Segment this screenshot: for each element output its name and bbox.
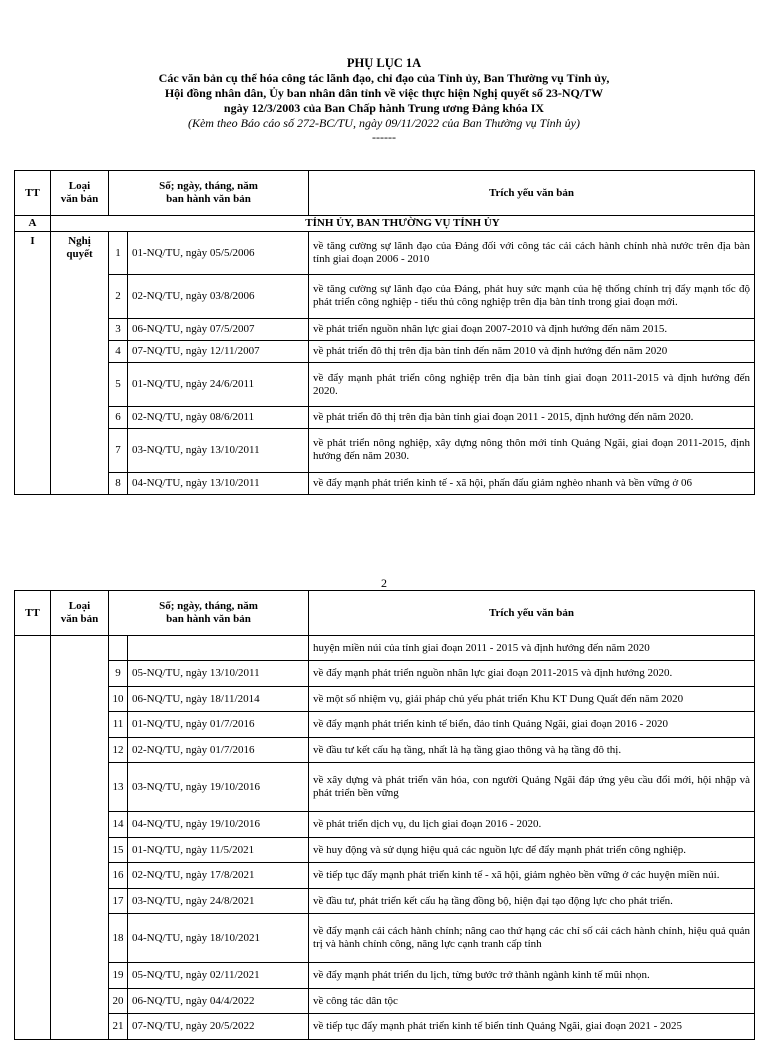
- document-summary: về đẩy mạnh phát triển kinh tế biển, đảo tỉnh Quảng Ngãi, giai đoạn 2016 - 2020: [309, 712, 755, 737]
- row-number: 4: [109, 341, 128, 363]
- table-row: [15, 341, 755, 363]
- document-summary: về phát triển đô thị trên địa bàn tỉnh giai đoạn 2011 - 2015, định hướng đến năm 2020.: [309, 406, 755, 428]
- header-so: Số; ngày, tháng, năm ban hành văn bản: [109, 171, 309, 216]
- row-number: 1: [109, 232, 128, 275]
- table-row: [15, 661, 755, 686]
- document-summary: về xây dựng và phát triển văn hóa, con người Quảng Ngãi đáp ứng yêu cầu đổi mới, hội nhập và phát triển bền vững: [309, 763, 755, 812]
- row-number: 10: [109, 686, 128, 711]
- document-summary: về tăng cường sự lãnh đạo của Đảng đối với công tác cải cách hành chính nhà nước trên địa bàn tỉnh giai đoạn 2006 - 2010: [309, 232, 755, 275]
- document-number-date: 03-NQ/TU, ngày 13/10/2011: [128, 429, 309, 472]
- document-header: [0, 56, 768, 144]
- document-number-date: 06-NQ/TU, ngày 07/5/2007: [128, 318, 309, 340]
- row-number: 9: [109, 661, 128, 686]
- row-number: 6: [109, 406, 128, 428]
- row-number: 20: [109, 988, 128, 1013]
- document-number-date: 01-NQ/TU, ngày 01/7/2016: [128, 712, 309, 737]
- document-summary: về một số nhiệm vụ, giải pháp chủ yếu phát triển Khu KT Dung Quất đến năm 2020: [309, 686, 755, 711]
- document-summary: về đẩy mạnh phát triển công nghiệp trên địa bàn tỉnh giai đoạn 2011-2015 và định hướng đến 2020.: [309, 363, 755, 406]
- row-number: 12: [109, 737, 128, 762]
- row-number: 2: [109, 275, 128, 318]
- row-number: 11: [109, 712, 128, 737]
- table-row: [15, 232, 755, 275]
- header-line: ngày 12/3/2003 của Ban Chấp hành Trung ương Đảng khóa IX: [223, 101, 545, 115]
- row-number: 14: [109, 812, 128, 837]
- document-number-date: 03-NQ/TU, ngày 19/10/2016: [128, 763, 309, 812]
- document-summary: về đẩy mạnh cải cách hành chính; nâng cao thứ hạng các chỉ số cải cách hành chính, hiệu quả quản trị và hành chính công, năng lực cạnh tranh cấp tỉnh: [309, 914, 755, 963]
- document-summary: về huy động và sử dụng hiệu quả các nguồn lực để đẩy mạnh phát triển công nghiệp.: [309, 837, 755, 862]
- header-trich-yeu: Trích yếu văn bản: [309, 591, 755, 636]
- table-row: [15, 837, 755, 862]
- document-table-page-1: [14, 170, 755, 495]
- document-summary: về công tác dân tộc: [309, 988, 755, 1013]
- table-row: [15, 1014, 755, 1040]
- table-row: [15, 686, 755, 711]
- page-number: 2: [381, 576, 387, 590]
- table-row: [15, 763, 755, 812]
- table-row: [15, 472, 755, 495]
- table-row: [15, 988, 755, 1013]
- table-row: [15, 963, 755, 988]
- document-number-date: 03-NQ/TU, ngày 24/8/2021: [128, 888, 309, 913]
- row-number: 17: [109, 888, 128, 913]
- document-number-date: 04-NQ/TU, ngày 19/10/2016: [128, 812, 309, 837]
- table-row: [15, 429, 755, 472]
- group-code: [15, 636, 51, 1040]
- document-summary: về phát triển nguồn nhân lực giai đoạn 2007-2010 và định hướng đến năm 2015.: [309, 318, 755, 340]
- table-row: [15, 737, 755, 762]
- table-row: [15, 275, 755, 318]
- document-number-date: 04-NQ/TU, ngày 13/10/2011: [128, 472, 309, 495]
- document-summary: về đẩy mạnh phát triển du lịch, từng bước trở thành ngành kinh tế mũi nhọn.: [309, 963, 755, 988]
- table-row: [15, 406, 755, 428]
- header-note: (Kèm theo Báo cáo số 272-BC/TU, ngày 09/11/2022 của Ban Thường vụ Tỉnh ủy): [187, 116, 581, 130]
- document-summary: về tiếp tục đẩy mạnh phát triển kinh tế biển tỉnh Quảng Ngãi, giai đoạn 2021 - 2025: [309, 1014, 755, 1040]
- row-number: 15: [109, 837, 128, 862]
- row-number: 21: [109, 1014, 128, 1040]
- document-summary: về tiếp tục đẩy mạnh phát triển kinh tế - xã hội, giảm nghèo bền vững ở các huyện miền núi.: [309, 863, 755, 888]
- table-header-row: [15, 171, 755, 216]
- document-number-date: 02-NQ/TU, ngày 03/8/2006: [128, 275, 309, 318]
- document-number-date: 06-NQ/TU, ngày 18/11/2014: [128, 686, 309, 711]
- table-row: [15, 363, 755, 406]
- document-summary: về phát triển đô thị trên địa bàn tỉnh đến năm 2010 và định hướng đến năm 2020: [309, 341, 755, 363]
- document-summary: về tăng cường sự lãnh đạo của Đảng, phát huy sức mạnh của hệ thống chính trị đẩy mạnh tốc độ phát triển công nghiệp - tiểu thủ công nghiệp trên địa bàn tỉnh trong giai đoạn mới.: [309, 275, 755, 318]
- table-row: [15, 812, 755, 837]
- header-line: Hội đồng nhân dân, Ủy ban nhân dân tỉnh về việc thực hiện Nghị quyết số 23-NQ/TW: [164, 86, 604, 100]
- appendix-title: PHỤ LỤC 1A: [346, 56, 422, 70]
- document-number-date: 07-NQ/TU, ngày 12/11/2007: [128, 341, 309, 363]
- document-number-date: 02-NQ/TU, ngày 01/7/2016: [128, 737, 309, 762]
- section-row: [15, 216, 755, 232]
- row-number: [109, 636, 128, 661]
- header-loai: Loại văn bản: [51, 591, 109, 636]
- document-number-date: 07-NQ/TU, ngày 20/5/2022: [128, 1014, 309, 1040]
- row-number: 13: [109, 763, 128, 812]
- row-number: 16: [109, 863, 128, 888]
- document-summary: về đầu tư kết cấu hạ tầng, nhất là hạ tầng giao thông và hạ tầng đô thị.: [309, 737, 755, 762]
- row-number: 19: [109, 963, 128, 988]
- row-number: 8: [109, 472, 128, 495]
- document-number-date: 02-NQ/TU, ngày 08/6/2011: [128, 406, 309, 428]
- document-summary: về đẩy mạnh phát triển nguồn nhân lực giai đoạn 2011-2015 và định hướng 2020.: [309, 661, 755, 686]
- document-summary: về đẩy mạnh phát triển kinh tế - xã hội, phấn đấu giảm nghèo nhanh và bền vững ở 06: [309, 472, 755, 495]
- table-row: [15, 712, 755, 737]
- header-divider: ------: [372, 130, 396, 144]
- section-code: A: [15, 216, 51, 232]
- document-summary: về phát triển dịch vụ, du lịch giai đoạn 2016 - 2020.: [309, 812, 755, 837]
- row-number: 7: [109, 429, 128, 472]
- table-row: [15, 636, 755, 661]
- table-header-row: [15, 591, 755, 636]
- document-number-date: [128, 636, 309, 661]
- document-summary: về phát triển nông nghiệp, xây dựng nông thôn mới tỉnh Quảng Ngãi, giai đoạn 2011-2015, định hướng đến năm 2030.: [309, 429, 755, 472]
- header-tt: TT: [15, 171, 51, 216]
- document-number-date: 02-NQ/TU, ngày 17/8/2021: [128, 863, 309, 888]
- document-number-date: 06-NQ/TU, ngày 04/4/2022: [128, 988, 309, 1013]
- table-row: [15, 914, 755, 963]
- group-type: Nghị quyết: [51, 232, 109, 495]
- table-row: [15, 863, 755, 888]
- group-type: [51, 636, 109, 1040]
- document-number-date: 01-NQ/TU, ngày 11/5/2021: [128, 837, 309, 862]
- header-line: Các văn bản cụ thể hóa công tác lãnh đạo, chỉ đạo của Tỉnh ủy, Ban Thường vụ Tỉnh ủy,: [158, 71, 610, 85]
- group-code: I: [15, 232, 51, 495]
- row-number: 18: [109, 914, 128, 963]
- document-number-date: 01-NQ/TU, ngày 24/6/2011: [128, 363, 309, 406]
- table-row: [15, 318, 755, 340]
- row-number: 3: [109, 318, 128, 340]
- table-row: [15, 888, 755, 913]
- header-trich-yeu: Trích yếu văn bản: [309, 171, 755, 216]
- document-summary: huyện miền núi của tỉnh giai đoạn 2011 - 2015 và định hướng đến năm 2020: [309, 636, 755, 661]
- header-tt: TT: [15, 591, 51, 636]
- section-title: TỈNH ỦY, BAN THƯỜNG VỤ TỈNH ỦY: [51, 216, 755, 232]
- header-so: Số; ngày, tháng, năm ban hành văn bản: [109, 591, 309, 636]
- document-number-date: 05-NQ/TU, ngày 02/11/2021: [128, 963, 309, 988]
- row-number: 5: [109, 363, 128, 406]
- document-number-date: 05-NQ/TU, ngày 13/10/2011: [128, 661, 309, 686]
- document-table-page-2: [14, 590, 755, 1040]
- document-number-date: 01-NQ/TU, ngày 05/5/2006: [128, 232, 309, 275]
- header-loai: Loại văn bản: [51, 171, 109, 216]
- document-summary: về đầu tư, phát triển kết cấu hạ tầng đồng bộ, hiện đại tạo động lực cho phát triển.: [309, 888, 755, 913]
- document-number-date: 04-NQ/TU, ngày 18/10/2021: [128, 914, 309, 963]
